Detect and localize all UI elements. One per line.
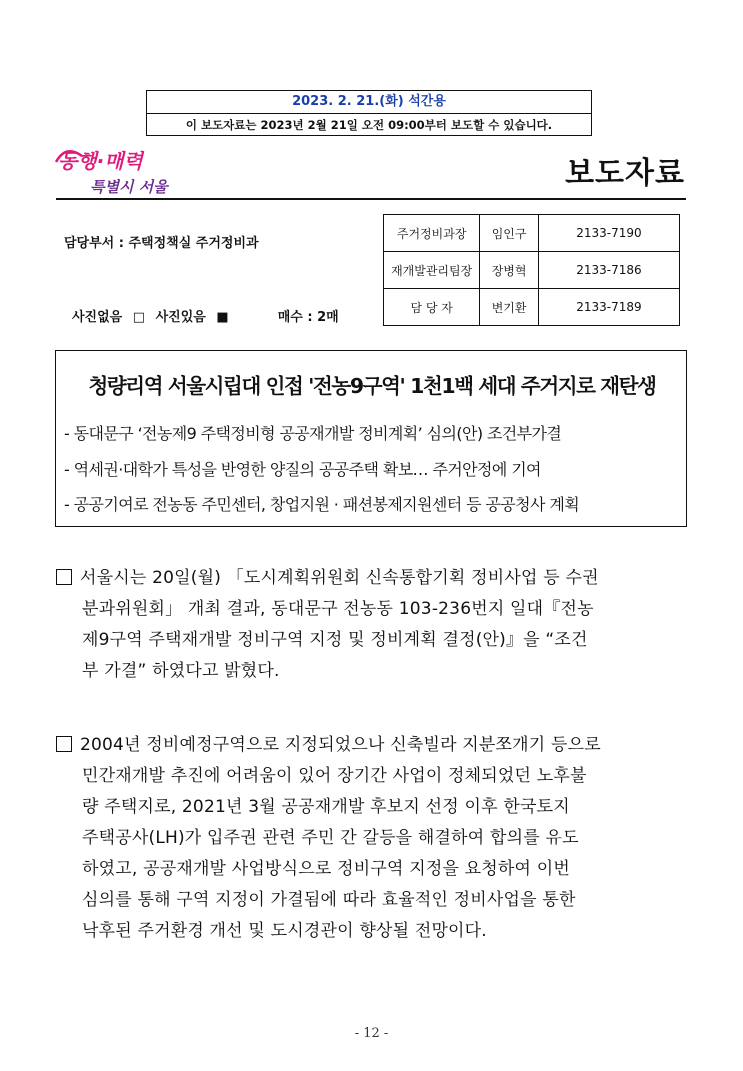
contact-role: 주거정비과장 (384, 215, 480, 252)
paragraph-line: 하였고, 공공재개발 사업방식으로 정비구역 지정을 요청하여 이번 (82, 859, 571, 879)
contacts-table (383, 214, 680, 326)
photo-none-checkbox: □ (132, 310, 146, 325)
paragraph-line: 낙후된 주거환경 개선 및 도시경관이 향상될 전망이다. (82, 921, 487, 941)
contact-phone: 2133-7190 (538, 215, 679, 252)
embargo-box (146, 90, 592, 136)
department-label: 담당부서 : 주택정책실 주거정비과 (64, 236, 259, 251)
headline-box (55, 350, 687, 527)
headline: 청량리역 서울시립대 인접 '전농9구역' 1천1백 세대 주거지로 재탄생 (88, 374, 656, 398)
subheadline-2: - 역세권·대학가 특성을 반영한 양질의 공공주택 확보… 주거안정에 기여 (64, 460, 541, 479)
paragraph-line: 주택공사(LH)가 입주권 관련 주민 간 갈등을 해결하여 합의를 유도 (82, 828, 579, 848)
paragraph-line: 2004년 정비예정구역으로 지정되었으나 신축빌라 지분쪼개기 등으로 (80, 735, 601, 755)
doc-type-title: 보도자료 (565, 156, 685, 191)
contact-phone: 2133-7186 (538, 252, 679, 289)
paragraph-line: 량 주택지로, 2021년 3월 공공재개발 후보지 선정 이후 한국토지 (82, 797, 570, 817)
bullet-box-icon (56, 569, 72, 585)
paragraph-line: 제9구역 주택재개발 정비구역 지정 및 정비계획 결정(안)』을 “조건 (82, 630, 588, 650)
subheadline-1: - 동대문구 ‘전농제9 주택정비형 공공재개발 정비계획’ 심의(안) 조건부가결 (64, 424, 562, 443)
subheadline-3: - 공공기여로 전농동 주민센터, 창업지원 · 패션봉제지원센터 등 공공청사 계획 (64, 495, 580, 514)
logo-text-line1: 동행·매력 (58, 149, 143, 173)
paragraph-line: 부 가결” 하였다고 밝혔다. (82, 661, 280, 681)
photo-yes-label: 사진있음 (155, 310, 206, 325)
contact-name: 임인구 (480, 215, 539, 252)
photo-status (72, 306, 345, 325)
photo-yes-checkbox: ■ (216, 310, 229, 325)
table-row (384, 252, 680, 289)
seoul-logo (52, 142, 192, 198)
logo-text-line2: 특별시 서울 (90, 178, 168, 196)
contact-role: 재개발관리팀장 (384, 252, 480, 289)
paragraph-line: 분과위원회」 개최 결과, 동대문구 전농동 103-236번지 일대『전농 (82, 599, 594, 619)
paragraph-line: 민간재개발 추진에 어려움이 있어 장기간 사업이 정체되었던 노후불 (82, 766, 587, 786)
table-row (384, 289, 680, 326)
paragraph-line: 서울시는 20일(월) 「도시계획위원회 신속통합기획 정비사업 등 수권 (80, 568, 599, 588)
photo-none-label: 사진없음 (72, 310, 123, 325)
bullet-box-icon (56, 736, 72, 752)
embargo-notice: 이 보도자료는 2023년 2월 21일 오전 09:00부터 보도할 수 있습니다. (185, 118, 553, 132)
paragraph-line: 심의를 통해 구역 지정이 가결됨에 따라 효율적인 정비사업을 통한 (82, 890, 576, 910)
contact-role: 담 당 자 (384, 289, 480, 326)
paragraph-2 (56, 730, 692, 947)
page-number: - 12 - (354, 1026, 389, 1041)
paragraph-1 (56, 563, 692, 687)
header-divider (56, 198, 686, 200)
table-row (384, 215, 680, 252)
contact-name: 장병혁 (480, 252, 539, 289)
contact-name: 변기환 (480, 289, 539, 326)
contact-phone: 2133-7189 (538, 289, 679, 326)
photo-count: 매수 : 2매 (277, 310, 339, 325)
embargo-date: 2023. 2. 21.(화) 석간용 (147, 91, 591, 114)
